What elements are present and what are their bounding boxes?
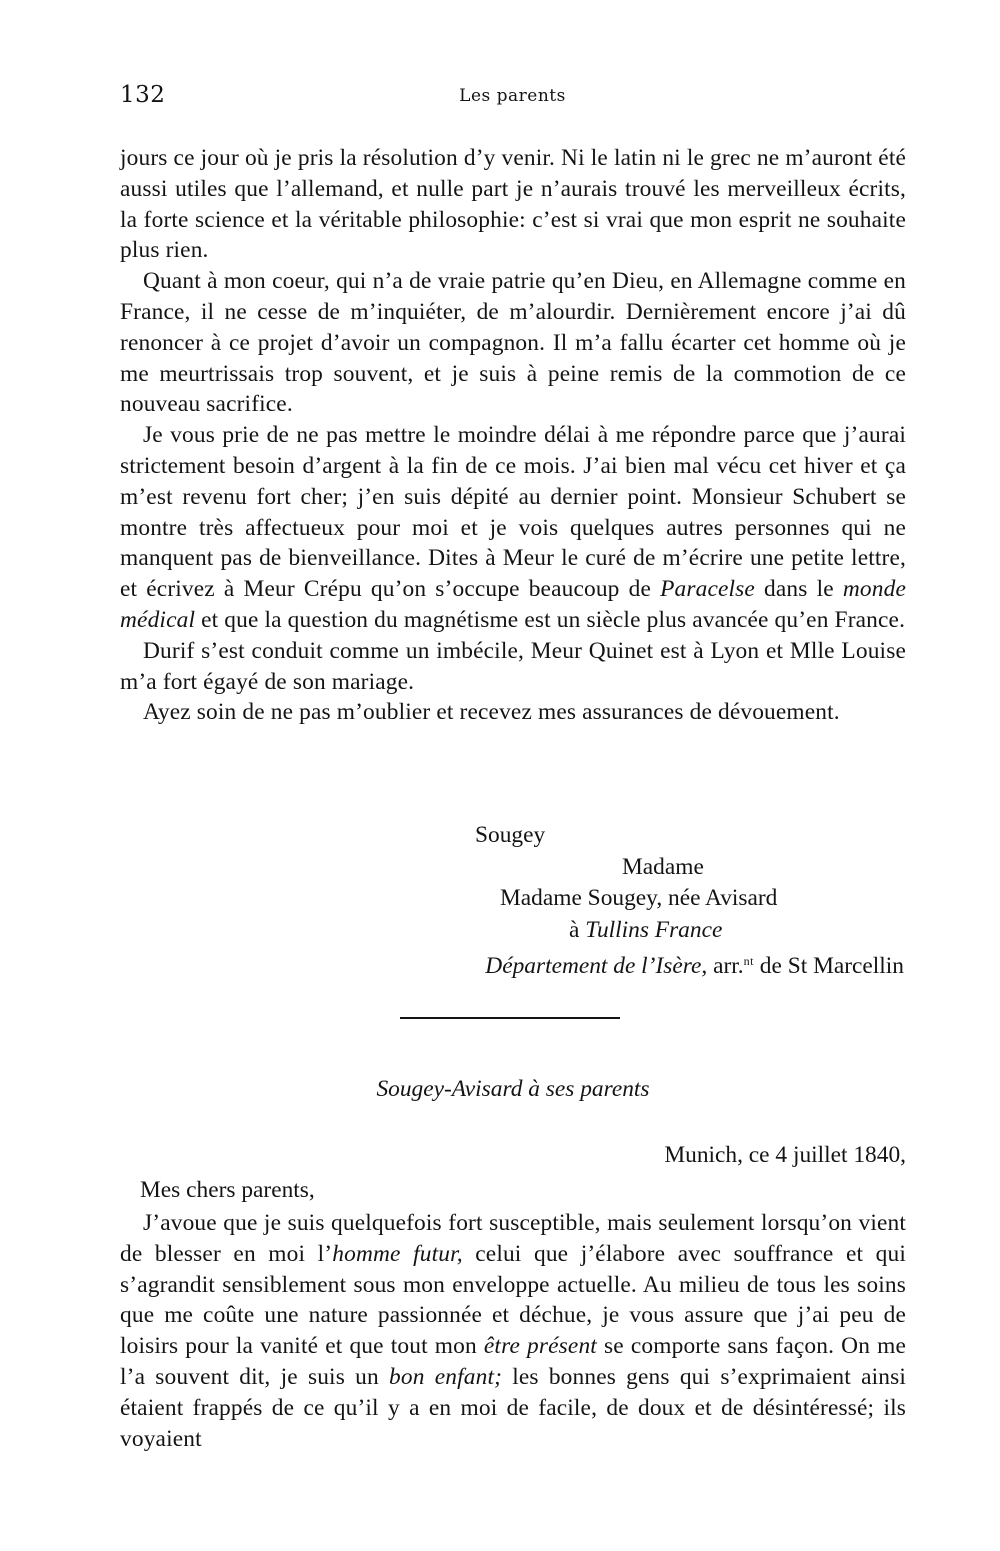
letter-title: Sougey-Avisard à ses parents — [376, 1076, 650, 1102]
section-divider — [400, 1017, 620, 1019]
address-block — [120, 820, 906, 983]
signature: Sougey — [475, 822, 546, 848]
paragraph-5: Ayez soin de ne pas m’oublier et recevez mes assurances de dévouement. — [143, 699, 840, 726]
address-line-3: à Tullins France — [569, 916, 723, 943]
italic-paracelse: Paracelse — [660, 576, 755, 603]
italic-bon-enfant: bon enfant; — [389, 1363, 503, 1390]
italic-homme-futur: homme futur, — [332, 1240, 463, 1267]
page-header — [120, 82, 905, 118]
second-letter-body — [120, 1208, 906, 1454]
paragraph-6: J’avoue que je suis quelquefois fort susceptible, mais seulement lorsqu’on vient de blesser en moi l’homme futur, celui que j’élabore avec souffrance et qui s’agrandit sensiblement sous mon enveloppe actuelle. Au milieu de tous les soins que me coûte une nature passionnée et déchue, je vous assure que j’ai peu de loisirs pour la vanité et que tout mon être présent se comporte sans façon. On me l’a souvent dit, je suis un bon enfant; les bonnes gens qui s’exprimaient ainsi étaient frappés de ce qu’il y a en moi de facile, de doux et de désintéressé; ils voyaient — [120, 1210, 907, 1452]
italic-monde-medical: monde médical — [120, 576, 906, 633]
paragraph-2: Quant à mon coeur, qui n’a de vraie patrie qu’en Dieu, en Allemagne comme en France, il ne cesse de m’inquiéter, de m’alourdir. Dernièrement encore j’ai dû renoncer à ce projet d’avoir un compagnon. Il m’a fallu écarter cet homme où je me meurtrissais trop souvent, et je suis à peine remis de la commotion de ce nouveau sacrifice. — [120, 268, 906, 418]
paragraph-1: jours ce jour où je pris la résolution d’y venir. Ni le latin ni le grec ne m’auront été aussi utiles que l’allemand, et nulle part je n’aurais trouvé les merveilleux écrits, la forte science et la véritable philosophie: c’est si vrai que mon esprit ne souhaite plus rien. — [120, 145, 906, 264]
running-title: Les parents — [459, 86, 566, 106]
salutation: Mes chers parents, — [140, 1177, 315, 1203]
upper-letter-body — [120, 143, 906, 728]
paragraph-3: Je vous prie de ne pas mettre le moindre délai à me répondre parce que j’aurai strictement besoin d’argent à la fin de ce mois. J’ai bien mal vécu cet hiver et ça m’est revenu fort cher; j’en suis dépité au dernier point. Monsieur Schubert se montre très affectueux pour moi et je vois quelques autres personnes qui ne manquent pas de bienveillance. Dites à Meur le curé de m’écrire une petite lettre, et écrivez à Meur Crépu qu’on s’occupe beaucoup de Paracelse dans le monde médical et que la question du magnétisme est un siècle plus avancée qu’en France. — [120, 422, 906, 633]
address-line-2: Madame Sougey, née Avisard — [500, 885, 778, 911]
paragraph-4: Durif s’est conduit comme un imbécile, Meur Quinet est à Lyon et Mlle Louise m’a fort égayé de son mariage. — [120, 637, 906, 695]
italic-etre-present: être présent — [483, 1333, 597, 1360]
address-line-4: Département de l’Isère, arr.$^{nt}$ de St Marcellin — [485, 953, 904, 979]
page-number: 132 — [120, 82, 166, 108]
letter-date: Munich, ce 4 juillet 1840, — [664, 1142, 906, 1168]
address-line-1: Madame — [622, 853, 704, 880]
